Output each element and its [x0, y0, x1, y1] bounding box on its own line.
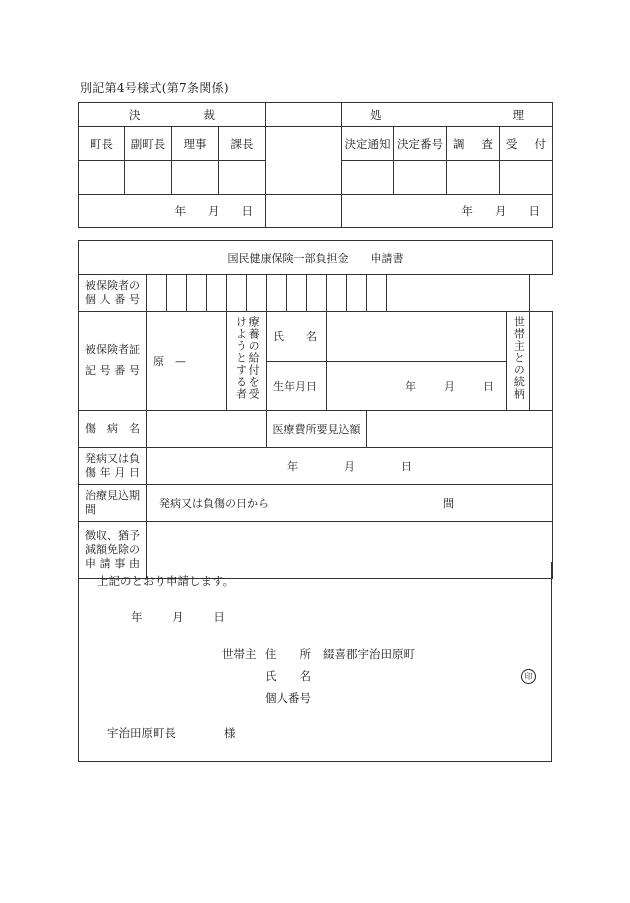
insurance-card-value[interactable]: 原 — — [147, 312, 227, 411]
stamp-deputy-mayor[interactable] — [125, 161, 172, 195]
name-label: 氏 名 — [267, 312, 327, 362]
form-caption: 別記第4号様式(第7条関係) — [80, 81, 229, 95]
birth-field[interactable] — [327, 361, 507, 411]
relation-label — [507, 312, 530, 411]
id-digit[interactable] — [307, 275, 327, 312]
role-director: 理事 — [172, 127, 219, 161]
seal-mark — [521, 668, 536, 684]
decision-date[interactable] — [79, 195, 266, 228]
relation-text: 世帯主との続柄 — [512, 316, 526, 400]
inspect-cell — [447, 127, 500, 161]
processing-char-2: 理 — [512, 107, 524, 122]
relation-field[interactable] — [530, 312, 553, 411]
date-month: 月 — [172, 610, 184, 624]
address-label: 住 所 — [265, 647, 311, 661]
date-day: 日 — [241, 204, 253, 218]
receipt-char-1: 受 — [506, 136, 518, 151]
date-year: 年 — [405, 379, 416, 393]
id-digit[interactable] — [207, 275, 227, 312]
inspect-char-2: 査 — [481, 136, 493, 151]
medical-cost-label: 医療費所要見込額 — [267, 411, 367, 448]
date-year: 年 — [461, 204, 473, 218]
id-digit[interactable] — [327, 275, 347, 312]
id-digit[interactable] — [267, 275, 287, 312]
processing-date[interactable] — [342, 195, 553, 228]
application-form — [78, 240, 553, 579]
individual-number-label: 被保険者の個人番号 — [79, 275, 147, 312]
date-day: 日 — [213, 610, 225, 624]
inspect-char-1: 調 — [453, 136, 465, 151]
date-year: 年 — [174, 204, 186, 218]
medical-cost-field[interactable] — [367, 411, 553, 448]
seal-icon: 印 — [521, 669, 536, 684]
date-day: 日 — [483, 379, 494, 393]
applicant-id-label: 個人番号 — [265, 691, 311, 705]
applicant-name-label: 氏 名 — [265, 669, 311, 683]
receipt-cell — [500, 127, 553, 161]
id-digit[interactable] — [367, 275, 387, 312]
insurance-card-label: 被保険者証記号番号 — [79, 312, 147, 411]
id-digit[interactable] — [347, 275, 367, 312]
disease-field[interactable] — [147, 411, 267, 448]
onset-field[interactable] — [147, 448, 553, 485]
id-digit[interactable] — [147, 275, 167, 312]
stamp-number[interactable] — [394, 161, 447, 195]
date-month: 月 — [495, 204, 507, 218]
onset-label: 発病又は負傷年月日 — [79, 448, 147, 485]
role-deputy-mayor: 副町長 — [125, 127, 172, 161]
date-month: 月 — [444, 379, 455, 393]
recipient-text: 療養の給付を受けようとする者 — [234, 316, 261, 400]
decision-char-2: 裁 — [203, 107, 215, 122]
stamp-section-chief[interactable] — [219, 161, 266, 195]
stamp-receipt[interactable] — [500, 161, 553, 195]
household-head-label: 世帯主 — [222, 647, 257, 661]
id-digit[interactable] — [167, 275, 187, 312]
date-day: 日 — [528, 204, 540, 218]
birth-label: 生年月日 — [267, 361, 327, 411]
date-day: 日 — [401, 460, 413, 473]
declaration-section — [78, 562, 552, 762]
id-blank — [387, 275, 530, 312]
form-title: 国民健康保険一部負担金 申請書 — [79, 241, 553, 275]
role-section-chief: 課長 — [219, 127, 266, 161]
processing-char-1: 処 — [370, 107, 382, 122]
recipient-label — [227, 312, 267, 411]
decision-notify: 決定通知 — [342, 127, 394, 161]
date-year: 年 — [131, 610, 143, 624]
id-digit[interactable] — [187, 275, 207, 312]
stamp-inspect[interactable] — [447, 161, 500, 195]
receipt-char-2: 付 — [534, 136, 546, 151]
treatment-text: 発病又は負傷の日から — [159, 497, 269, 510]
blank-header — [266, 103, 342, 127]
decision-char-1: 決 — [129, 107, 141, 122]
processing-header — [342, 103, 553, 127]
stamp-notify[interactable] — [342, 161, 394, 195]
id-digit[interactable] — [287, 275, 307, 312]
declaration-statement: 上記のとおり申請します。 — [97, 574, 235, 588]
address-value[interactable]: 綴喜郡宇治田原町 — [323, 647, 415, 661]
date-year: 年 — [287, 460, 299, 473]
treatment-period-label: 治療見込期間 — [79, 485, 147, 522]
treatment-unit: 間 — [443, 497, 455, 510]
role-mayor: 町長 — [79, 127, 125, 161]
decision-header — [79, 103, 266, 127]
id-digit[interactable] — [227, 275, 247, 312]
treatment-period-field[interactable] — [147, 485, 553, 522]
stamp-mayor[interactable] — [79, 161, 125, 195]
stamp-director[interactable] — [172, 161, 219, 195]
honorific: 様 — [224, 726, 236, 740]
decision-number: 決定番号 — [394, 127, 447, 161]
id-digit[interactable] — [247, 275, 267, 312]
blank-bottom — [266, 195, 342, 228]
name-field[interactable] — [327, 312, 507, 362]
disease-label: 傷 病 名 — [79, 411, 147, 448]
blank-middle — [266, 127, 342, 195]
decl-date[interactable] — [131, 609, 225, 625]
addressee: 宇治田原町長 — [107, 726, 176, 740]
date-month: 月 — [344, 460, 356, 473]
reason-label: 徴収、猶予減額免除の申請事由 — [79, 522, 147, 579]
approval-table — [78, 102, 553, 228]
date-month: 月 — [208, 204, 220, 218]
